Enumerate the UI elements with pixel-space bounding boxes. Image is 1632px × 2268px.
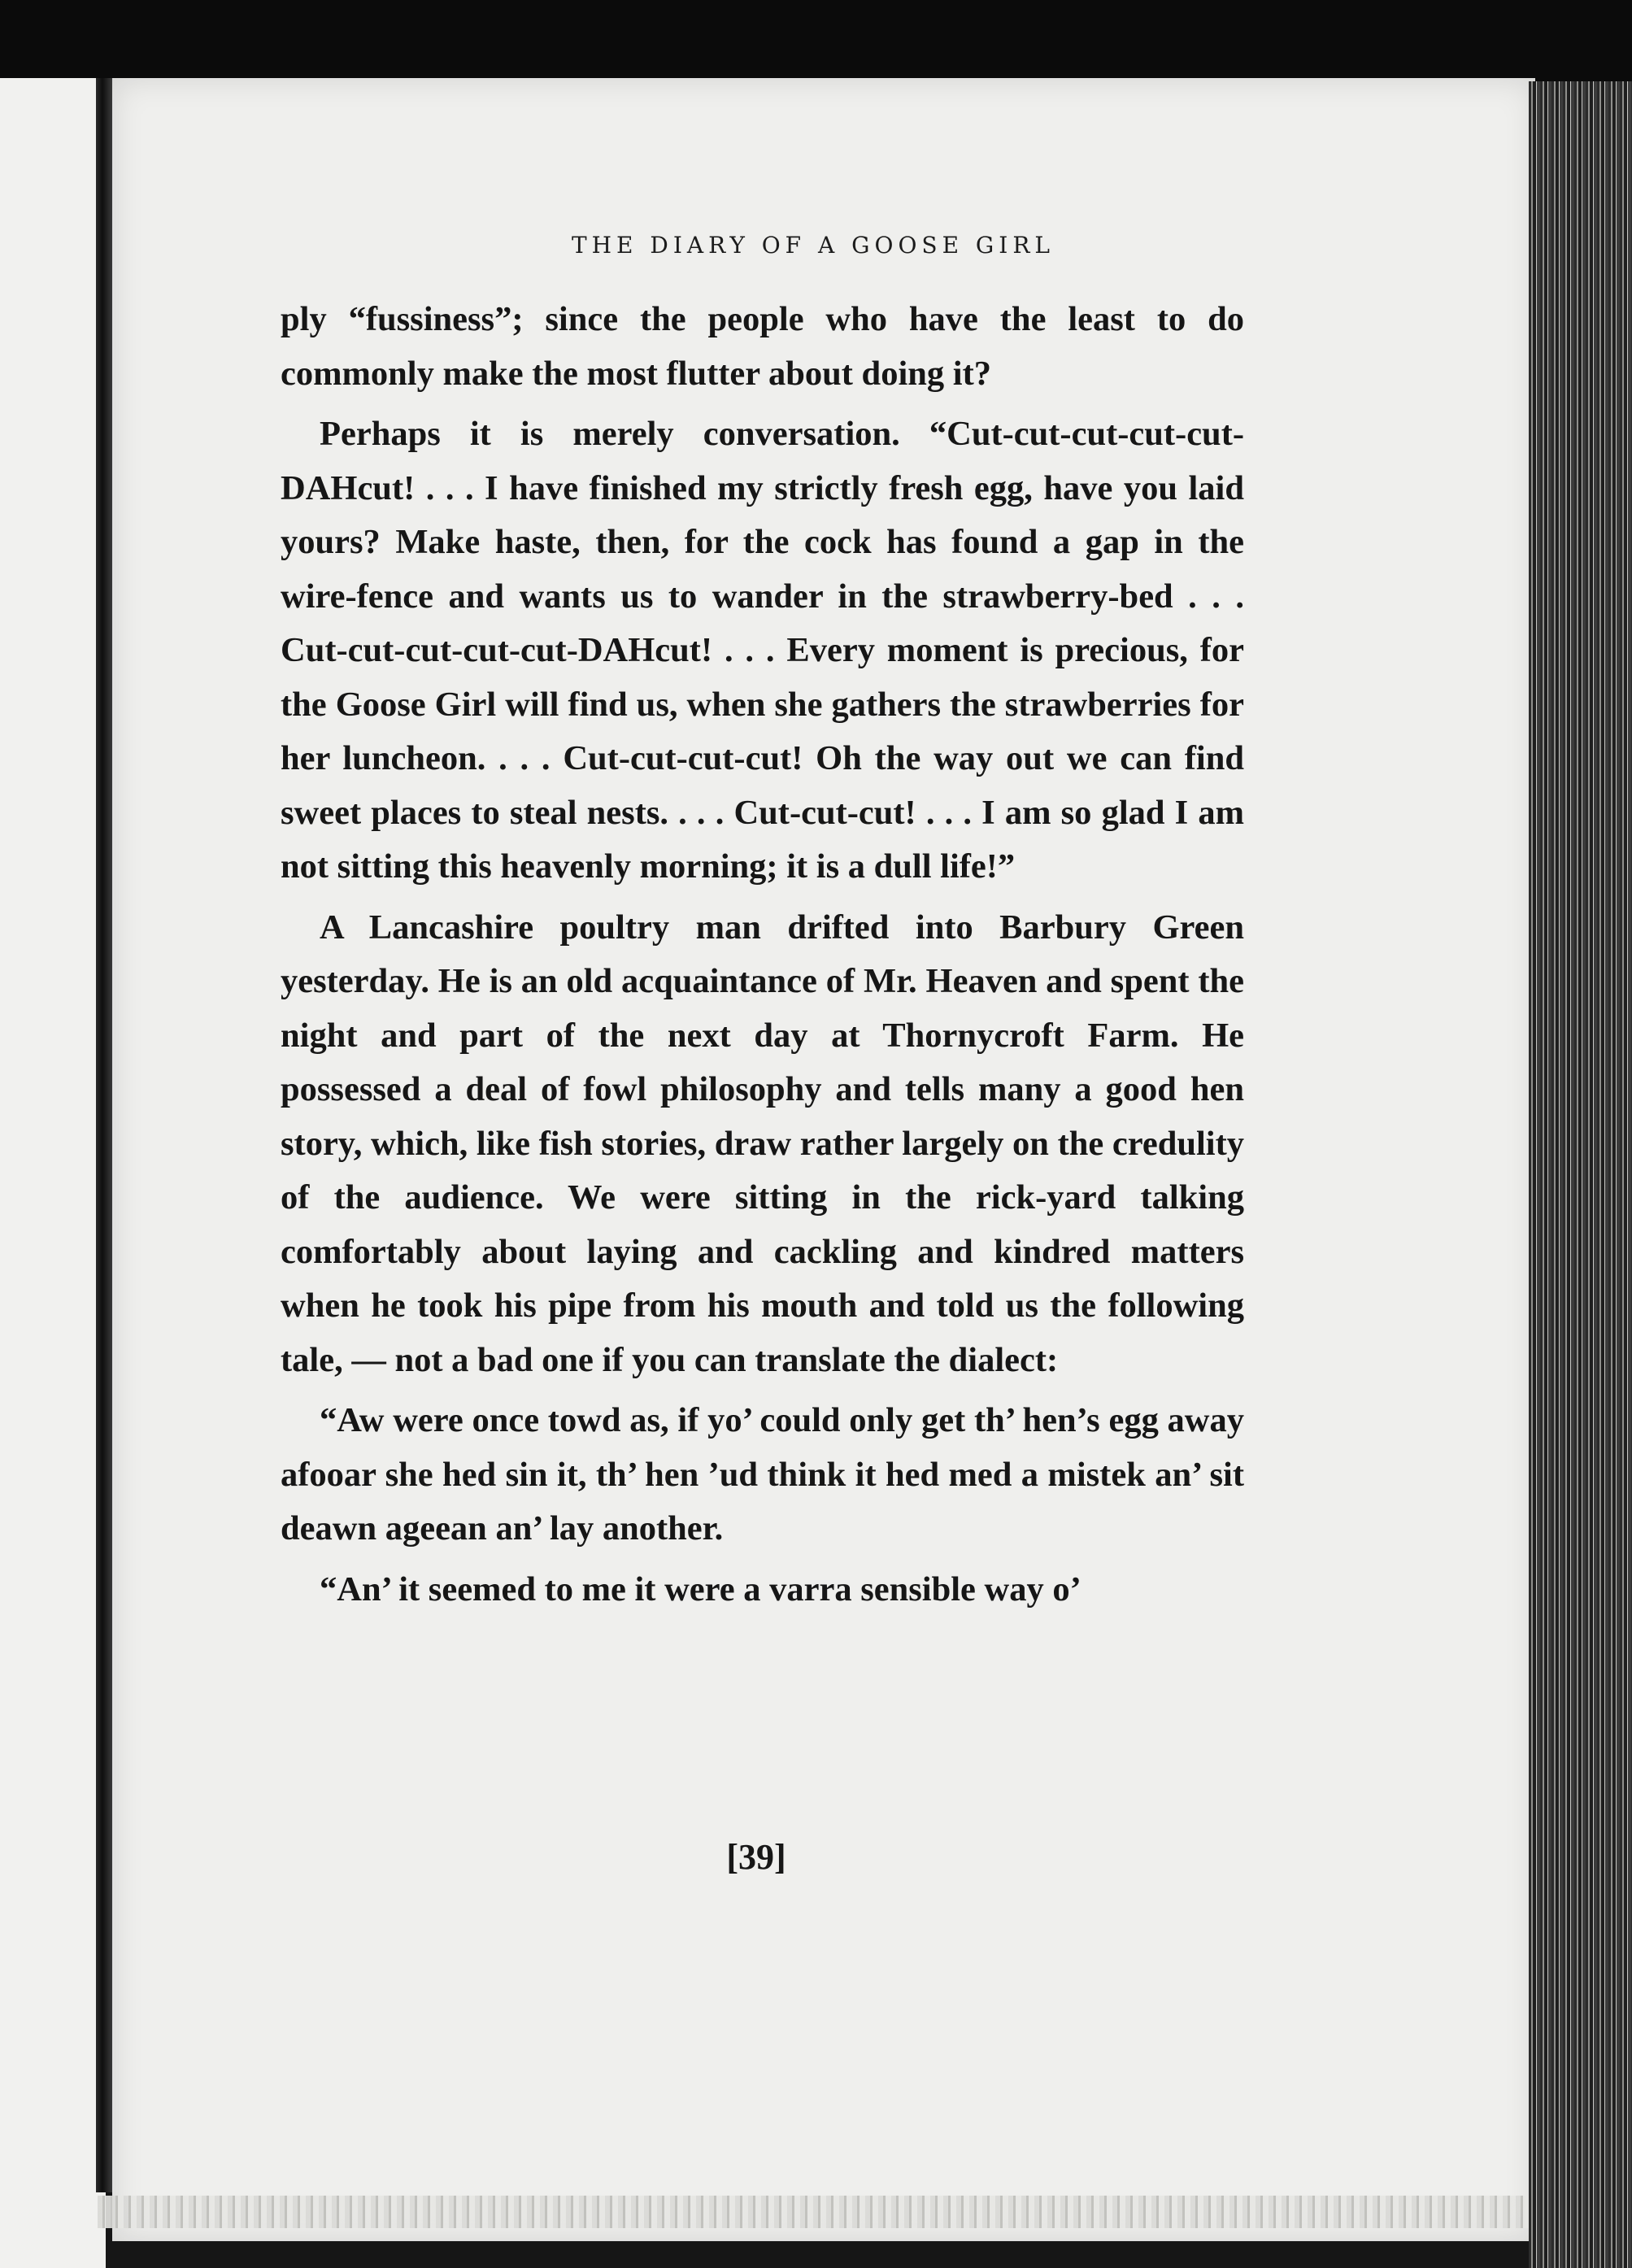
paragraph-4: “Aw were once towd as, if yo’ could only get th’ hen’s egg away afooar she hed sin it, th’ hen ’ud think it hed med a mistek an’ sit deawn ageean an’ lay another. [281,1401,1244,1548]
paragraph-2: Perhaps it is merely conversation. “Cut-cut-cut-cut-cut-DAHcut! . . . I have finished my strictly fresh egg, have you laid yours? Make haste, then, for the cock has found a gap in the wire-fence and wants us to wander in the strawberry-bed . . . Cut-cut-cut-cut-cut-DAHcut! . . . Every moment is precious, for the Goose Girl will find us, when she gathers the strawberries for her luncheon. . . . Cut-cut-cut-cut! Oh the way out we can find sweet places to steal nests. . . . Cut-cut-cut! . . . I am so glad I am not sitting this heavenly morning; it is a dull life!” [281,415,1244,886]
page-number: [39] [726,1837,786,1877]
book-gutter [96,78,112,2192]
paragraph-5: “An’ it seemed to me it were a varra sensible way o’ [320,1569,1081,1608]
page-stack-fore-edge [1529,81,1632,2268]
paragraph-1: ply “fussiness”; since the people who have the least to do commonly make the most flutter about doing it? [281,300,1244,393]
scan-top-border [0,0,1632,81]
page-body-text [281,293,1244,1617]
running-head: THE DIARY OF A GOOSE GIRL [571,232,1055,259]
left-page-fragment [0,78,106,2268]
paragraph-3: A Lancashire poultry man drifted into Barbury Green yesterday. He is an old acquaintance of Mr. Heaven and spent the night and part of the next day at Thornycroft Farm. He possessed a deal of fowl philosophy and tells many a good hen story, which, like fish stories, draw rather largely on the credulity of the audience. We were sitting in the rick-yard talking comfortably about laying and cackling and kindred matters when he took his pipe from his mouth and told us the following tale, — not a bad one if you can translate the dialect: [281,908,1244,1379]
page-bottom-edge [98,2196,1561,2228]
